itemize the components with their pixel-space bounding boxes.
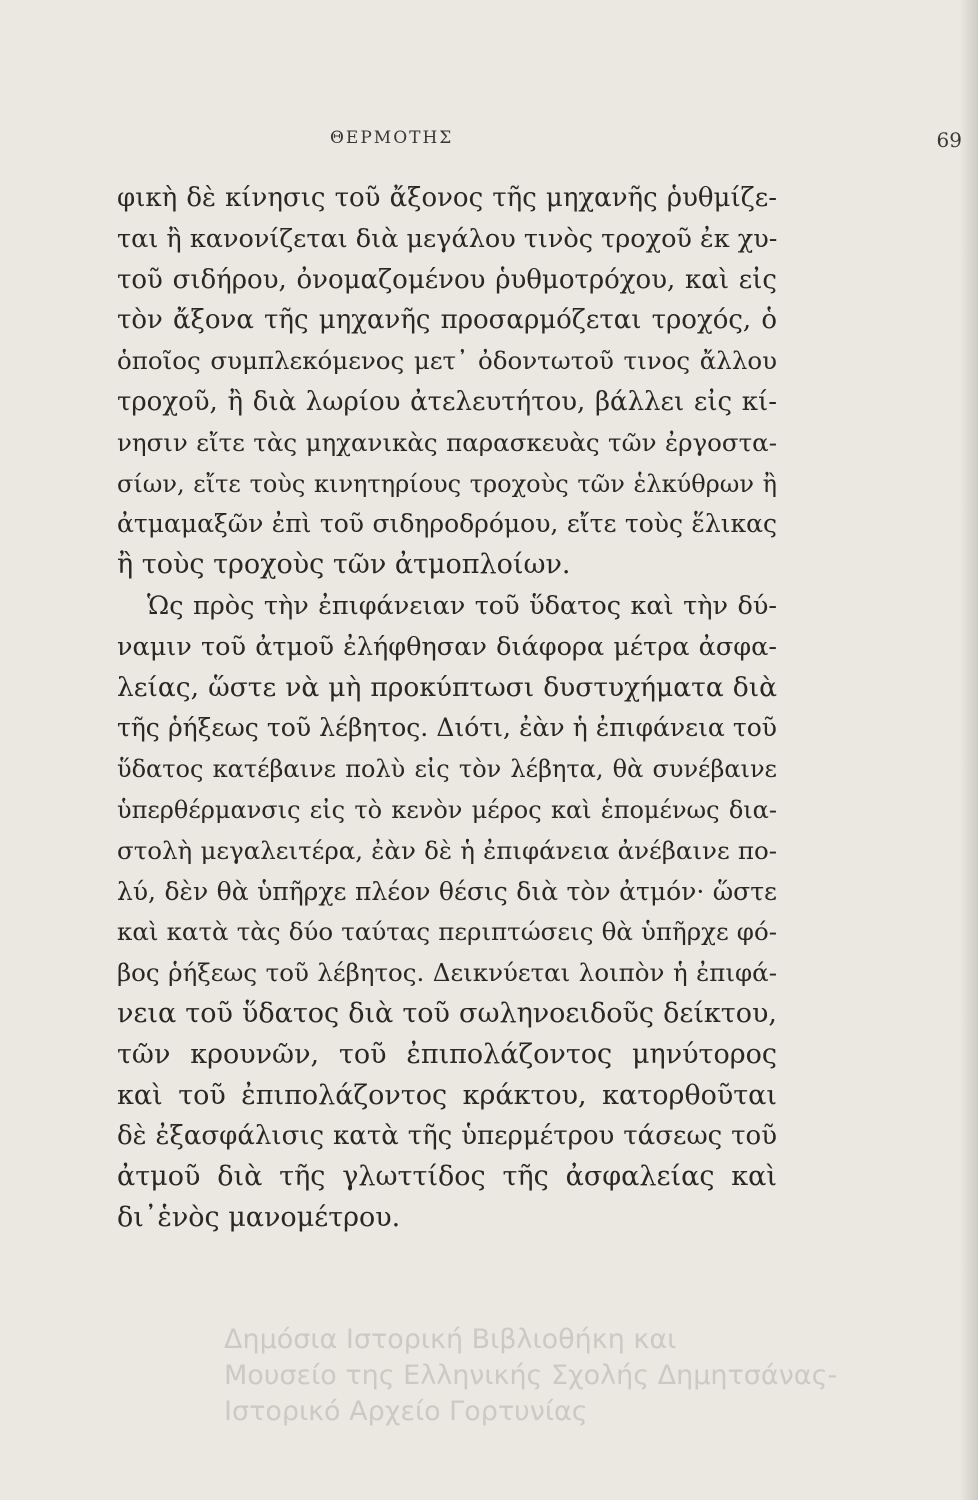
text-line: νεια τοῦ ὕδατος διὰ τοῦ σωληνοειδοῦς δείκτου, xyxy=(117,997,777,1029)
text-line: ἢ τοὺς τροχοὺς τῶν ἀτμοπλοίων. xyxy=(117,549,571,581)
text-line: τροχοῦ, ἢ διὰ λωρίου ἀτελευτήτου, βάλλει εἰς κί- xyxy=(117,386,777,417)
text-line: ὑπερθέρμανσις εἰς τὸ κενὸν μέρος καὶ ἑπομένως δια- xyxy=(117,795,777,824)
text-line: ἀτμαμαξῶν ἐπὶ τοῦ σιδηροδρόμου, εἴτε τοὺς ἕλικας xyxy=(117,509,777,539)
text-line: δὲ ἐξασφάλισις κατὰ τῆς ὑπερμέτρου τάσεως τοῦ xyxy=(117,1121,777,1152)
text-line: ται ἢ κανονίζεται διὰ μεγάλου τινὸς τροχοῦ ἐκ χυ- xyxy=(117,223,778,254)
text-line: λύ, δὲν θὰ ὑπῆρχε πλέον θέσις διὰ τὸν ἀτμόν· ὥστε xyxy=(117,876,777,906)
text-line: ναμιν τοῦ ἀτμοῦ ἐλήφθησαν διάφορα μέτρα ἀσφα- xyxy=(117,631,777,662)
running-title: ΘΕΡΜΟΤΗΣ xyxy=(330,128,454,148)
watermark-line: Μουσείο της Ελληνικής Σχολής Δημητσάνας- xyxy=(224,1360,838,1391)
text-line: σίων, εἴτε τοὺς κινητηρίους τροχοὺς τῶν ἑλκύθρων ἢ xyxy=(117,469,777,498)
watermark-line: Ιστορικό Αρχείο Γορτυνίας xyxy=(224,1396,588,1427)
text-line: στολὴ μεγαλειτέρα, ἐὰν δὲ ἡ ἐπιφάνεια ἀνέβαινε πο- xyxy=(117,835,777,865)
text-line: φικὴ δὲ κίνησις τοῦ ἄξονος τῆς μηχανῆς ῥυθμίζε- xyxy=(117,183,777,213)
text-line: νησιν εἴτε τὰς μηχανικὰς παρασκευὰς τῶν ἐργοστα- xyxy=(117,427,777,457)
text-line: λείας, ὥστε νὰ μὴ προκύπτωσι δυστυχήματα διὰ xyxy=(117,671,777,703)
text-line: Ὡς πρὸς τὴν ἐπιφάνειαν τοῦ ὕδατος καὶ τὴν δύ- xyxy=(147,590,777,621)
library-watermark xyxy=(224,1322,964,1430)
page-header xyxy=(150,128,966,158)
text-line: τῶν κρουνῶν, τοῦ ἐπιπολάζοντος μηνύτορος xyxy=(117,1038,777,1070)
body-text xyxy=(117,178,777,1239)
text-line: βος ῥήξεως τοῦ λέβητος. Δεικνύεται λοιπὸν ἡ ἐπιφά- xyxy=(117,958,777,988)
text-line: τῆς ῥήξεως τοῦ λέβητος. Διότι, ἐὰν ἡ ἐπιφάνεια τοῦ xyxy=(117,713,777,743)
text-line: ὁποῖος συμπλεκόμενος μετ᾽ ὀδοντωτοῦ τινος ἄλλου xyxy=(117,346,777,376)
page-number: 69 xyxy=(936,128,962,152)
text-line: ἀτμοῦ διὰ τῆς γλωττίδος τῆς ἀσφαλείας καὶ xyxy=(117,1161,777,1193)
page-edge-shadow xyxy=(960,0,978,1500)
text-line: δι᾽ἑνὸς μανομέτρου. xyxy=(117,1201,401,1233)
text-line: καὶ κατὰ τὰς δύο ταύτας περιπτώσεις θὰ ὑπῆρχε φό- xyxy=(117,917,777,947)
text-line: καὶ τοῦ ἐπιπολάζοντος κράκτου, κατορθοῦται xyxy=(117,1079,777,1111)
text-line: τὸν ἄξονα τῆς μηχανῆς προσαρμόζεται τροχός, ὁ xyxy=(117,305,777,336)
text-line: τοῦ σιδήρου, ὀνομαζομένου ῥυθμοτρόχου, καὶ εἰς xyxy=(117,264,777,295)
watermark-line: Δημόσια Ιστορική Βιβλιοθήκη και xyxy=(224,1324,677,1355)
text-line: ὕδατος κατέβαινε πολὺ εἰς τὸν λέβητα, θὰ συνέβαινε xyxy=(117,755,777,784)
